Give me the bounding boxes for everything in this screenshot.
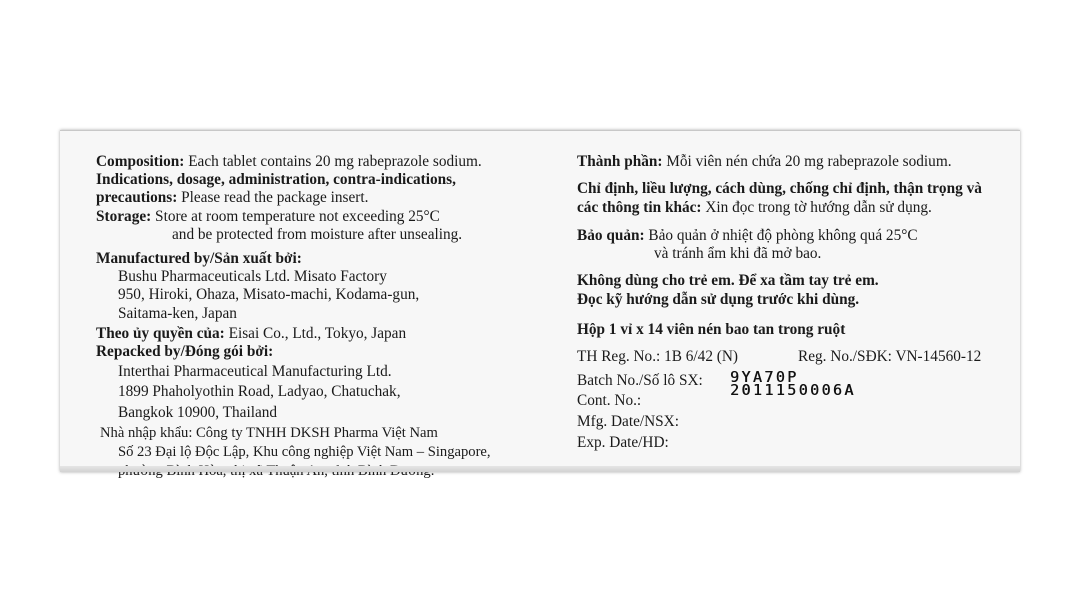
repacker-line: Bangkok 10900, Thailand — [118, 403, 278, 421]
warning-line: Không dùng cho trẻ em. Để xa tầm tay trẻ em. — [577, 272, 879, 290]
manufacturer-line: Saitama-ken, Japan — [118, 304, 237, 322]
sdk-reg-number: Reg. No./SĐK: VN-14560-12 — [798, 347, 982, 365]
batch-number: 9YA70P — [730, 367, 799, 386]
precautions-line — [96, 189, 536, 207]
vietnamese-column — [577, 153, 1007, 452]
chi-dinh-label: các thông tin khác: — [577, 199, 702, 217]
cont-number: 2011150006A — [730, 380, 856, 399]
storage-line — [96, 208, 536, 226]
warning-line: Đọc kỹ hướng dẫn sử dụng trước khi dùng. — [577, 291, 860, 309]
precautions-text: Please read the package insert. — [177, 189, 369, 207]
storage-text-continued: and be protected from moisture after unsealing. — [172, 225, 463, 243]
th-reg-number: TH Reg. No.: 1B 6/42 (N) — [577, 347, 739, 365]
authorized-text: Eisai Co., Ltd., Tokyo, Japan — [224, 324, 407, 342]
thanh-phan-text: Mỗi viên nén chứa 20 mg rabeprazole sodium. — [662, 153, 952, 170]
exp-date-label: Exp. Date/HD: — [577, 434, 669, 452]
chi-dinh-text: Xin đọc trong tờ hướng dẫn sử dụng. — [701, 199, 932, 217]
repacked-label: Repacked by/Đóng gói bởi: — [96, 343, 274, 361]
repacker-line: 1899 Phaholyothin Road, Ladyao, Chatuchak, — [118, 383, 401, 401]
authorized-label: Theo ủy quyền của: — [96, 324, 225, 342]
bao-quan-label: Bảo quản: — [577, 226, 645, 244]
composition-text: Each tablet contains 20 mg rabeprazole sodium. — [184, 153, 482, 170]
thanh-phan-line — [577, 153, 1007, 171]
importer-line: Số 23 Đại lộ Độc Lập, Khu công nghiệp Việt Nam – Singapore, — [118, 444, 491, 461]
english-column — [96, 153, 536, 480]
chi-dinh-line-2 — [577, 199, 1007, 217]
manufacturer-line: 950, Hiroki, Ohaza, Misato-machi, Kodama-gun, — [118, 286, 420, 304]
thanh-phan-label: Thành phần: — [577, 153, 663, 170]
cont-label: Cont. No.: — [577, 391, 642, 409]
bao-quan-line — [577, 227, 1007, 245]
storage-label: Storage: — [96, 207, 152, 225]
registration-row — [577, 348, 1007, 368]
composition-line — [96, 153, 536, 171]
mfg-date-label: Mfg. Date/NSX: — [577, 413, 679, 430]
batch-label: Batch No./Số lô SX: — [577, 371, 703, 389]
package-bottom-edge — [60, 466, 1020, 472]
bao-quan-text-continued: và tránh ẩm khi đã mở bao. — [654, 244, 822, 262]
importer-line: Nhà nhập khẩu: Công ty TNHH DKSH Pharma Việt Nam — [100, 424, 438, 441]
package-panel — [60, 130, 1020, 472]
storage-text: Store at room temperature not exceeding 25°C — [151, 207, 440, 225]
chi-dinh-line: Chỉ định, liều lượng, cách dùng, chống chỉ định, thận trọng và — [577, 180, 982, 198]
pack-description: Hộp 1 vỉ x 14 viên nén bao tan trong ruột — [577, 321, 846, 339]
authorized-line — [96, 325, 536, 343]
repacker-line: Interthai Pharmaceutical Manufacturing Ltd. — [118, 363, 392, 381]
composition-label: Composition: — [96, 153, 185, 170]
indications-line: Indications, dosage, administration, contra-indications, — [96, 171, 456, 189]
manufacturer-line: Bushu Pharmaceuticals Ltd. Misato Factory — [118, 268, 387, 286]
precautions-label: precautions: — [96, 189, 178, 207]
bao-quan-text: Bảo quản ở nhiệt độ phòng không quá 25°C — [644, 226, 918, 244]
manufactured-label: Manufactured by/Sản xuất bởi: — [96, 250, 302, 268]
